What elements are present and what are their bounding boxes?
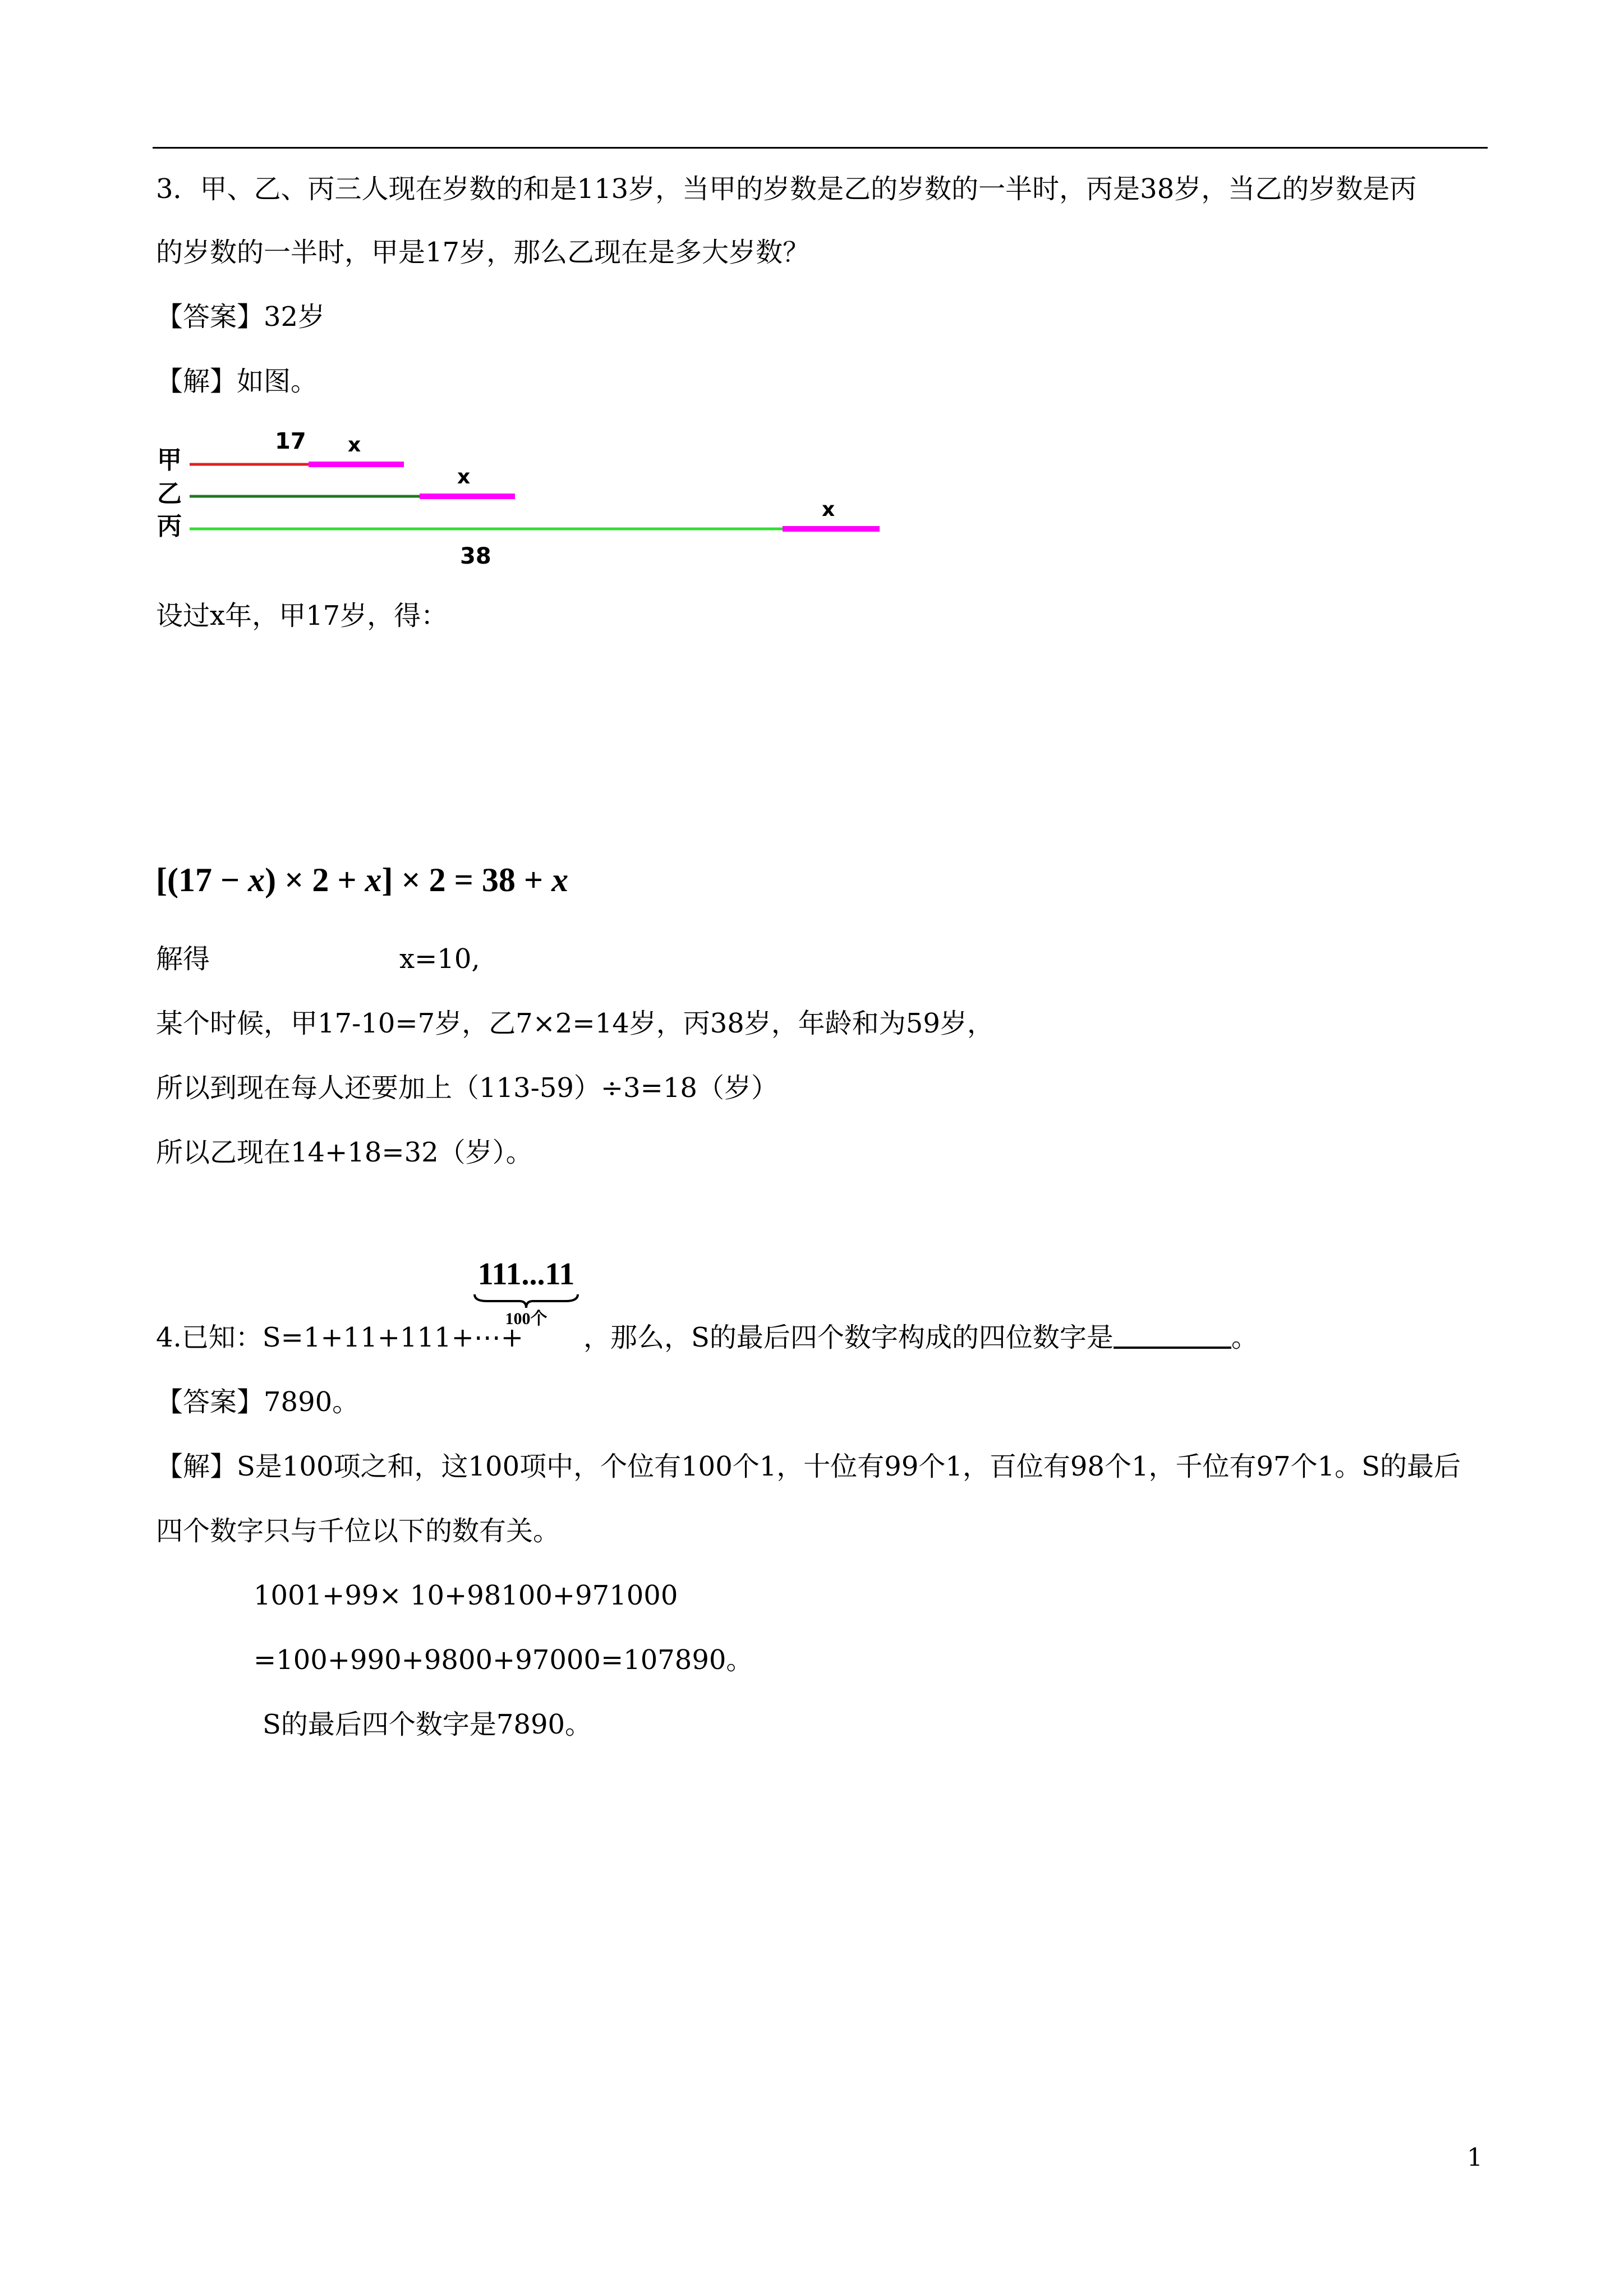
q4-brace-term	[470, 1256, 582, 1329]
q3-question-line1: 3．甲、乙、丙三人现在岁数的和是113岁，当甲的岁数是乙的岁数的一半时，丙是38岁，当乙的岁数是丙	[156, 173, 1417, 205]
eq-var1: x	[248, 861, 265, 898]
q3-step3: 所以乙现在14+18=32（岁）。	[156, 1137, 533, 1168]
underbrace	[470, 1292, 582, 1309]
eq-part1: [(17 −	[156, 861, 249, 898]
label-17: 17	[275, 428, 306, 454]
q4-calc3: S的最后四个数字是7890。	[263, 1709, 592, 1740]
q3-equation	[156, 861, 568, 900]
q3-setup: 设过x年，甲17岁，得：	[156, 600, 448, 631]
q3-question-line2: 的岁数的一半时，甲是17岁，那么乙现在是多大岁数？	[156, 237, 810, 268]
q4-end: 。	[1231, 1322, 1258, 1353]
header-rule	[153, 147, 1488, 149]
eq-var3: x	[551, 861, 569, 898]
q4-answer: 【答案】7890。	[156, 1386, 360, 1418]
label-x-bing: x	[822, 498, 835, 521]
q4-brace-top: 111...11	[477, 1257, 575, 1292]
q3-step2: 所以到现在每人还要加上（113-59）÷3=18（岁）	[156, 1072, 778, 1104]
age-line-diagram	[151, 421, 898, 578]
eq-var2: x	[365, 861, 382, 898]
q4-calc2: =100+990+9800+97000=107890。	[254, 1644, 753, 1676]
q4-suffix: ，那么，S的最后四个数字构成的四位数字是	[583, 1322, 1114, 1353]
q4-brace-bottom: 100个	[505, 1310, 548, 1328]
page-number: 1	[1467, 2143, 1483, 2172]
q3-step1: 某个时候，甲17-10=7岁，乙7×2=14岁，丙38岁，年龄和为59岁，	[156, 1008, 994, 1039]
q3-solve-value: x=10,	[399, 943, 480, 975]
label-x-yi: x	[457, 465, 471, 488]
label-yi: 乙	[157, 480, 182, 508]
label-jia: 甲	[157, 446, 182, 474]
label-bing: 丙	[157, 512, 182, 541]
q4-question-rest	[583, 1321, 1258, 1354]
q3-solve-label: 解得	[156, 943, 210, 975]
q3-solution-intro: 【解】如图。	[156, 366, 318, 397]
label-38: 38	[460, 543, 491, 569]
answer-blank	[1114, 1324, 1231, 1349]
q4-solution-line1: 【解】S是100项之和，这100项中，个位有100个1，十位有99个1，百位有98个1，千位有97个1。S的最后	[156, 1451, 1461, 1482]
q3-answer: 【答案】32岁	[156, 301, 325, 333]
q4-prefix: 4.已知：S=1+11+111+⋯+	[156, 1322, 524, 1353]
label-x-jia: x	[348, 434, 361, 457]
q4-solution-line2: 四个数字只与千位以下的数有关。	[156, 1515, 560, 1547]
q4-calc1: 1001+99× 10+98100+971000	[254, 1580, 678, 1611]
eq-part3: ] × 2 = 38 +	[381, 861, 552, 898]
eq-part2: ) × 2 +	[265, 861, 365, 898]
